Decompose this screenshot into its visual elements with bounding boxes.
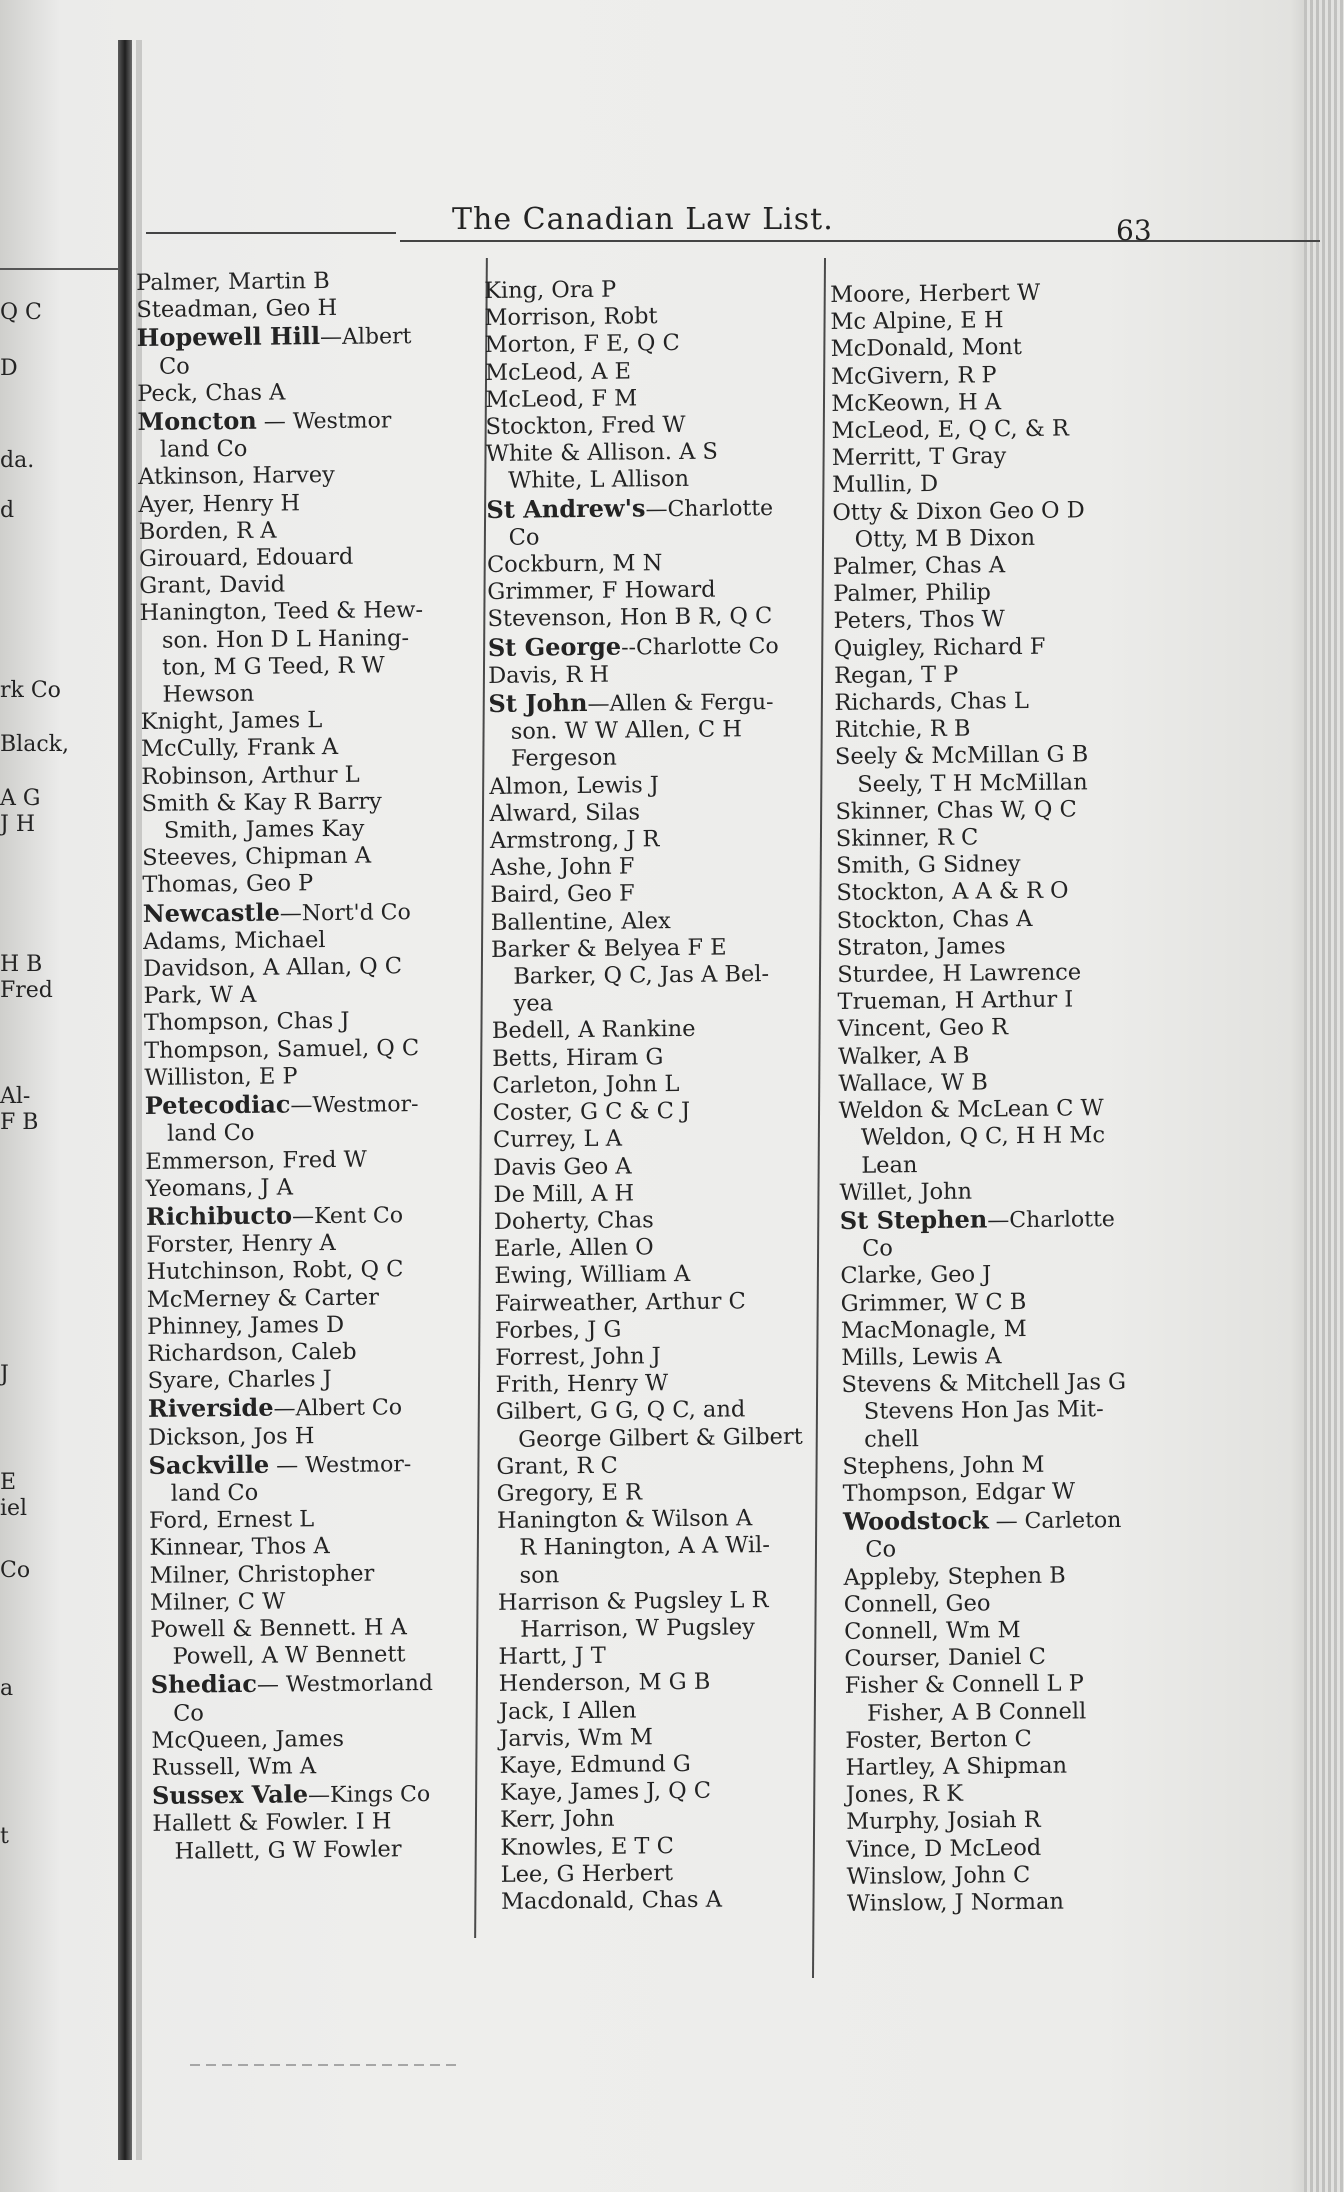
entry-continuation: chell xyxy=(863,1425,920,1453)
lawyer-entry: Connell, Wm M xyxy=(844,1617,1021,1645)
lawyer-entry: McQueen, James xyxy=(151,1725,345,1754)
lawyer-entry: Hallett & Fowler. I H xyxy=(152,1808,392,1838)
town-heading xyxy=(137,321,467,354)
entry-continuation: Co xyxy=(861,1235,894,1262)
lawyer-entry: Powell & Bennett. H A xyxy=(150,1614,408,1643)
lawyer-entry: Moore, Herbert W xyxy=(830,279,1041,308)
lawyer-entry: Bedell, A Rankine xyxy=(491,1016,696,1045)
county-name: —Albert Co xyxy=(273,1395,403,1422)
header-rule-left xyxy=(146,232,396,234)
lawyer-entry: Williston, E P xyxy=(144,1063,298,1091)
lawyer-entry: Armstrong, J R xyxy=(489,826,660,855)
town-heading xyxy=(488,630,810,663)
entry-continuation: yea xyxy=(513,990,554,1018)
lawyer-entry: McCully, Frank A xyxy=(140,734,339,763)
lawyer-entry: Atkinson, Harvey xyxy=(138,462,335,491)
lawyer-entry: Morton, F E, Q C xyxy=(484,330,680,359)
town-heading xyxy=(148,1448,478,1481)
town-heading xyxy=(137,405,467,438)
lawyer-entry: Quigley, Richard F xyxy=(833,633,1046,662)
lawyer-entry: Stevens & Mitchell Jas G xyxy=(841,1369,1127,1399)
lawyer-entry: McLeod, A E xyxy=(484,358,632,386)
previous-page-stub xyxy=(0,0,118,2192)
lawyer-entry: Kaye, James J, Q C xyxy=(499,1777,712,1807)
lawyer-entry: Doherty, Chas xyxy=(493,1207,654,1235)
lawyer-entry: Stephens, John M xyxy=(842,1451,1045,1480)
lawyer-entry: Jarvis, Wm M xyxy=(499,1724,654,1752)
entry-continuation: land Co xyxy=(166,1120,255,1148)
lawyer-entry: Jack, I Allen xyxy=(498,1697,637,1725)
county-name: —Nort'd Co xyxy=(279,899,411,927)
entry-continuation: R Hanington, A A Wil- xyxy=(519,1532,771,1562)
county-name: — Westmor- xyxy=(269,1451,412,1479)
lawyer-entry: McDonald, Mont xyxy=(830,334,1022,363)
entry-continuation: Harrison, W Pugsley xyxy=(520,1614,755,1643)
lawyer-entry: Currey, L A xyxy=(492,1125,623,1154)
lawyer-entry: Cockburn, M N xyxy=(486,550,663,579)
entry-continuation: Lean xyxy=(861,1151,918,1179)
page-number: 63 xyxy=(1116,214,1152,247)
lawyer-entry: Mullin, D xyxy=(831,471,939,499)
lawyer-entry: Ayer, Henry H xyxy=(138,489,301,518)
town-name: Hopewell Hill xyxy=(136,321,321,353)
entry-continuation: Weldon, Q C, H H Mc xyxy=(860,1122,1106,1152)
lawyer-entry: Ewing, William A xyxy=(494,1261,691,1290)
lawyer-entry: McLeod, E, Q C, & R xyxy=(831,415,1070,445)
column-2 xyxy=(484,275,823,1916)
lawyer-entry: Jones, R K xyxy=(845,1780,964,1809)
entry-continuation: land Co xyxy=(170,1479,259,1507)
entry-continuation: Smith, James Kay xyxy=(163,815,365,844)
stub-fragment: Black, xyxy=(0,732,69,757)
lawyer-entry: Forrest, John J xyxy=(495,1343,661,1371)
lawyer-entry: Winslow, John C xyxy=(846,1861,1031,1890)
stub-fragment: J xyxy=(0,1362,9,1387)
county-name: —Charlotte xyxy=(645,495,774,522)
county-name: --Charlotte Co xyxy=(620,633,779,661)
county-name: —Kings Co xyxy=(307,1782,431,1809)
town-heading xyxy=(843,1505,1173,1538)
stub-fragment: t xyxy=(0,1824,9,1849)
lawyer-entry: Mills, Lewis A xyxy=(841,1343,1002,1371)
town-name: Shediac xyxy=(150,1669,258,1700)
town-name: Moncton xyxy=(137,405,257,437)
lawyer-entry: Seely & McMillan G B xyxy=(834,741,1089,771)
entry-continuation: Otty, M B Dixon xyxy=(854,524,1036,553)
town-name: Sussex Vale xyxy=(151,1779,309,1811)
entry-continuation: Co xyxy=(172,1699,205,1727)
entry-continuation: son. W W Allen, C H xyxy=(510,716,743,745)
lawyer-entry: Hartt, J T xyxy=(498,1642,606,1671)
lawyer-entry: Grant, R C xyxy=(496,1452,618,1480)
lawyer-entry: Steadman, Geo H xyxy=(136,295,338,324)
lawyer-entry: Hanington & Wilson A xyxy=(496,1505,753,1535)
lawyer-entry: Murphy, Josiah R xyxy=(845,1807,1041,1836)
lawyer-entry: Emmerson, Fred W xyxy=(145,1146,367,1175)
stub-fragment: d xyxy=(0,498,15,523)
stub-fragment: Q C xyxy=(0,300,42,325)
county-name: —Charlotte xyxy=(987,1206,1116,1234)
stub-rule xyxy=(0,268,118,270)
entry-continuation: Co xyxy=(865,1536,897,1564)
lawyer-entry: Vince, D McLeod xyxy=(846,1834,1042,1863)
lawyer-entry: Ashe, John F xyxy=(490,853,635,882)
lawyer-entry: Stockton, A A & R O xyxy=(836,878,1069,907)
stub-fragment: F B xyxy=(0,1110,39,1135)
lawyer-entry: Gregory, E R xyxy=(496,1479,643,1507)
entry-continuation: son xyxy=(519,1561,560,1589)
entry-continuation: Co xyxy=(158,353,190,380)
lawyer-entry: Robinson, Arthur L xyxy=(141,761,360,790)
entry-continuation: Stevens Hon Jas Mit- xyxy=(863,1396,1104,1426)
lawyer-entry: Dickson, Jos H xyxy=(148,1422,315,1451)
lawyer-entry: Grimmer, F Howard xyxy=(487,576,716,606)
entry-continuation: Powell, A W Bennett xyxy=(172,1641,406,1670)
lawyer-entry: Lee, G Herbert xyxy=(500,1859,674,1888)
stub-fragment: da. xyxy=(0,448,35,473)
lawyer-entry: Fairweather, Arthur C xyxy=(494,1287,746,1317)
lawyer-entry: Kerr, John xyxy=(500,1806,615,1834)
town-heading xyxy=(146,1199,476,1232)
lawyer-entry: Mc Alpine, E H xyxy=(830,307,1004,336)
county-name: —Kent Co xyxy=(291,1203,404,1230)
town-heading xyxy=(145,1089,475,1122)
stub-fragment: A G xyxy=(0,786,41,811)
lawyer-entry: Palmer, Martin B xyxy=(136,267,330,296)
lawyer-entry: Skinner, R C xyxy=(835,824,979,853)
stub-fragment: Fred xyxy=(0,978,53,1003)
lawyer-entry: Ballentine, Alex xyxy=(490,907,671,936)
lawyer-entry: McMerney & Carter xyxy=(146,1284,380,1313)
lawyer-entry: Harrison & Pugsley L R xyxy=(497,1586,769,1616)
lawyer-entry: Betts, Hiram G xyxy=(492,1043,664,1072)
entry-continuation: Hewson xyxy=(162,680,255,708)
stub-fragment: iel xyxy=(0,1496,28,1521)
entry-continuation: Co xyxy=(508,524,540,551)
lawyer-entry: Clarke, Geo J xyxy=(840,1261,992,1290)
town-name: Petecodiac xyxy=(144,1089,291,1121)
lawyer-entry: Kaye, Edmund G xyxy=(499,1750,691,1779)
lawyer-entry: Adams, Michael xyxy=(142,926,326,955)
entry-continuation: White, L Allison xyxy=(507,466,690,495)
header-rule-right xyxy=(400,240,1320,242)
lawyer-entry: Syare, Charles J xyxy=(147,1366,332,1395)
lawyer-entry: MacMonagle, M xyxy=(840,1315,1027,1344)
lawyer-entry: Thompson, Edgar W xyxy=(842,1478,1076,1507)
lawyer-entry: Thompson, Samuel, Q C xyxy=(144,1034,420,1064)
lawyer-entry: Davis Geo A xyxy=(493,1153,632,1181)
stub-fragment: H B xyxy=(0,952,43,977)
lawyer-entry: White & Allison. A S xyxy=(485,438,719,468)
town-heading xyxy=(488,687,810,720)
lawyer-entry: Wallace, W B xyxy=(838,1069,988,1097)
lawyer-entry: Ritchie, R B xyxy=(834,715,971,744)
footer-dash xyxy=(190,2064,460,2066)
entry-continuation: Fergeson xyxy=(510,745,617,773)
entry-continuation: George Gilbert & Gilbert xyxy=(518,1423,803,1453)
lawyer-entry: Foster, Berton C xyxy=(845,1725,1032,1754)
page-title: The Canadian Law List. xyxy=(452,202,834,237)
lawyer-entry: Phinney, James D xyxy=(146,1311,345,1340)
lawyer-entry: Palmer, Chas A xyxy=(832,552,1006,581)
stub-fragment: rk Co xyxy=(0,678,61,703)
entry-continuation: land Co xyxy=(159,436,248,463)
stub-fragment: D xyxy=(0,356,18,381)
lawyer-entry: Forbes, J G xyxy=(494,1316,622,1344)
lawyer-entry: King, Ora P xyxy=(484,276,617,304)
lawyer-entry: Skinner, Chas W, Q C xyxy=(835,796,1077,825)
town-name: Richibucto xyxy=(145,1200,293,1231)
lawyer-entry: Coster, G C & C J xyxy=(492,1097,691,1127)
lawyer-entry: Knowles, E T C xyxy=(500,1832,674,1861)
town-heading xyxy=(152,1779,482,1812)
lawyer-entry: McGivern, R P xyxy=(830,361,997,390)
lawyer-entry: Park, W A xyxy=(143,982,257,1010)
lawyer-entry: Steeves, Chipman A xyxy=(142,842,372,872)
county-name: — Westmor xyxy=(256,408,392,435)
town-name: Newcastle xyxy=(142,897,280,928)
stub-fragment: E xyxy=(0,1470,17,1495)
stub-fragment: Al- xyxy=(0,1084,31,1109)
town-heading xyxy=(143,896,473,929)
lawyer-entry: Otty & Dixon Geo O D xyxy=(832,496,1085,526)
lawyer-entry: Gilbert, G G, Q C, and xyxy=(495,1396,746,1426)
county-name: — Carleton xyxy=(988,1508,1122,1535)
lawyer-entry: Almon, Lewis J xyxy=(489,771,660,800)
lawyer-entry: Vincent, Geo R xyxy=(837,1014,1009,1043)
lawyer-entry: Davidson, A Allan, Q C xyxy=(143,953,403,983)
binding-gutter xyxy=(118,40,132,2160)
lawyer-entry: Richards, Chas L xyxy=(834,687,1029,717)
lawyer-entry: Appleby, Stephen B xyxy=(843,1562,1066,1591)
county-name: —Westmor- xyxy=(290,1092,419,1119)
lawyer-entry: Yeomans, J A xyxy=(145,1174,294,1202)
lawyer-entry: Sturdee, H Lawrence xyxy=(837,959,1082,989)
lawyer-entry: Trueman, H Arthur I xyxy=(837,986,1074,1016)
column-1 xyxy=(136,267,483,1866)
county-name: —Allen & Fergu- xyxy=(587,690,774,717)
lawyer-entry: Davis, R H xyxy=(488,661,610,689)
county-name: — Westmorland xyxy=(256,1671,434,1699)
town-heading xyxy=(151,1668,481,1701)
lawyer-entry: Thompson, Chas J xyxy=(143,1008,350,1037)
lawyer-entry: Ford, Ernest L xyxy=(148,1506,315,1535)
town-name: St Stephen xyxy=(839,1204,988,1235)
lawyer-entry: Grimmer, W C B xyxy=(840,1288,1027,1317)
town-name: St George xyxy=(487,631,622,662)
lawyer-entry: Stevenson, Hon B R, Q C xyxy=(487,603,773,633)
lawyer-entry: Morrison, Robt xyxy=(484,303,658,332)
lawyer-entry: Fisher & Connell L P xyxy=(844,1670,1084,1700)
stub-fragment: Co xyxy=(0,1558,31,1583)
lawyer-entry: Barker & Belyea F E xyxy=(490,934,727,963)
stub-fragment: J H xyxy=(0,812,35,837)
lawyer-entry: Peters, Thos W xyxy=(833,606,1005,635)
page-edge-shading xyxy=(1304,0,1344,2192)
lawyer-entry: Macdonald, Chas A xyxy=(500,1886,723,1915)
lawyer-entry: Knight, James L xyxy=(140,707,323,736)
stub-fragment: a xyxy=(0,1676,14,1701)
entry-continuation: Seely, T H McMillan xyxy=(857,768,1088,798)
entry-continuation: Hallett, G W Fowler xyxy=(174,1835,402,1865)
town-heading xyxy=(840,1203,1170,1236)
lawyer-entry: Weldon & McLean C W xyxy=(838,1095,1104,1125)
lawyer-entry: Earle, Allen O xyxy=(494,1234,654,1263)
town-name: Woodstock xyxy=(842,1505,989,1537)
lawyer-entry: Milner, Christopher xyxy=(149,1560,375,1589)
lawyer-entry: Frith, Henry W xyxy=(495,1370,669,1399)
lawyer-entry: McLeod, F M xyxy=(485,385,638,413)
lawyer-entry: De Mill, A H xyxy=(493,1180,635,1208)
entry-continuation: ton, M G Teed, R W xyxy=(162,652,385,681)
entry-continuation: Barker, Q C, Jas A Bel- xyxy=(513,961,770,990)
lawyer-entry: Regan, T P xyxy=(833,661,959,689)
lawyer-entry: Grant, David xyxy=(139,571,286,600)
lawyer-entry: Winslow, J Norman xyxy=(846,1888,1065,1917)
lawyer-entry: Alward, Silas xyxy=(489,799,641,827)
lawyer-entry: Connell, Geo xyxy=(843,1590,991,1618)
lawyer-entry: Stockton, Fred W xyxy=(485,411,686,441)
town-heading xyxy=(486,492,808,525)
column-3 xyxy=(830,279,1177,1919)
lawyer-entry: Hartley, A Shipman xyxy=(845,1752,1068,1781)
entry-continuation: son. Hon D L Haning- xyxy=(161,624,410,654)
lawyer-entry: Carleton, John L xyxy=(492,1070,680,1099)
lawyer-entry: Girouard, Edouard xyxy=(138,543,354,573)
county-name: —Albert xyxy=(319,324,412,351)
town-name: Riverside xyxy=(147,1392,274,1424)
lawyer-entry: Baird, Geo F xyxy=(490,880,635,909)
lawyer-entry: Peck, Chas A xyxy=(137,379,286,407)
lawyer-entry: McKeown, H A xyxy=(831,389,1002,417)
lawyer-entry: Kinnear, Thos A xyxy=(149,1533,330,1562)
town-name: St John xyxy=(488,687,588,719)
lawyer-entry: Russell, Wm A xyxy=(151,1753,317,1781)
lawyer-entry: Thomas, Geo P xyxy=(142,870,314,899)
town-name: Sackville xyxy=(148,1449,270,1480)
lawyer-entry: Forster, Henry A xyxy=(146,1230,336,1259)
lawyer-entry: Hutchinson, Robt, Q C xyxy=(146,1256,404,1286)
lawyer-entry: Hanington, Teed & Hew- xyxy=(139,597,424,627)
lawyer-entry: Walker, A B xyxy=(837,1042,970,1070)
entry-continuation: Fisher, A B Connell xyxy=(866,1697,1087,1727)
lawyer-entry: Richardson, Caleb xyxy=(147,1338,357,1367)
town-name: St Andrew's xyxy=(486,492,646,524)
lawyer-entry: Palmer, Philip xyxy=(833,579,992,608)
lawyer-entry: Borden, R A xyxy=(138,517,277,545)
lawyer-entry: Henderson, M G B xyxy=(498,1669,711,1698)
lawyer-entry: Courser, Daniel C xyxy=(844,1643,1047,1673)
lawyer-entry: Merritt, T Gray xyxy=(831,443,1007,472)
town-heading xyxy=(148,1392,478,1425)
lawyer-entry: Straton, James xyxy=(836,933,1006,961)
lawyer-entry: Stockton, Chas A xyxy=(836,905,1033,934)
lawyer-entry: Milner, C W xyxy=(149,1588,286,1616)
lawyer-entry: Willet, John xyxy=(839,1178,973,1206)
lawyer-entry: Smith, G Sidney xyxy=(835,851,1021,880)
lawyer-entry: Smith & Kay R Barry xyxy=(141,788,382,817)
